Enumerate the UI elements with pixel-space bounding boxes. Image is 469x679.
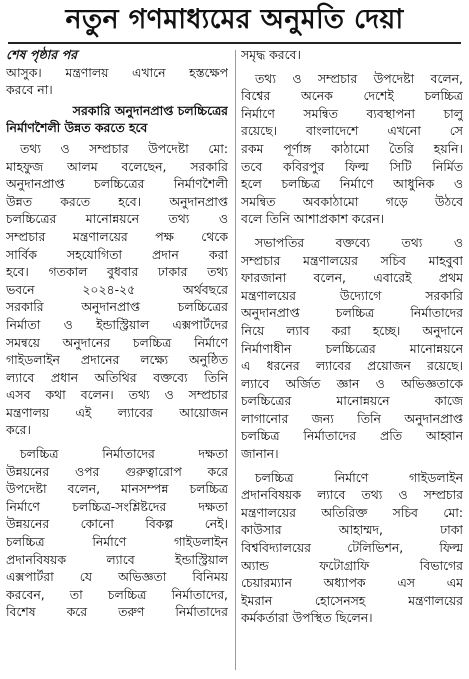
article-line: এক্সপার্টরা যে অভিজ্ঞতা বিনিময়	[6, 569, 228, 585]
article-line: উন্নত করতে হবে। অনুদানপ্রাপ্ত	[6, 193, 228, 209]
article-line: উপদেষ্টা বলেন, মানসম্পন্ন চলচ্চিত্র	[6, 481, 228, 497]
article-column-left	[6, 46, 228, 621]
headline: নতুন গণমাধ্যমের অনুমতি দেয়া	[65, 4, 404, 35]
article-line: চলচ্চিত্রের মানোন্নয়নে তথ্য ও	[6, 211, 228, 227]
article-line: কর্মকর্তারা উপস্থিত ছিলেন।	[241, 610, 373, 626]
article-line: বিশেষ করে তরুণ নির্মাতাদের	[6, 604, 228, 620]
article-line: রয়েছে। বাংলাদেশে এখনো সে	[241, 123, 463, 139]
article-line: ল্যাবে অর্জিত জ্ঞান ও অভিজ্ঞতাকে	[241, 375, 463, 391]
article-line: বিশ্ববিদ্যালয়ের টেলিভিশন, ফিল্ম	[241, 540, 463, 556]
article-line: ইমরান হোসেনসহ মন্ত্রণালয়ের	[241, 592, 463, 608]
article-line: হবে। গতকাল বুধবার ঢাকার তথ্য	[6, 264, 228, 280]
article-line: চলচ্চিত্র নির্মাতাদের প্রতি আহ্বান	[241, 428, 463, 444]
article-line: হলে চলচ্চিত্র নির্মাণে আধুনিক ও	[241, 176, 463, 192]
headline-rule	[8, 42, 461, 44]
article-line: অ্যান্ড ফটোগ্রাফি বিভাগের	[241, 557, 463, 573]
article-line: রকম পূর্ণাঙ্গ কাঠামো তৈরি হয়নি।	[241, 140, 463, 156]
article-line: প্রদানবিষয়ক ল্যাবে ইন্ডাস্ট্রিয়াল	[6, 551, 228, 567]
article-line: এসব কথা বলেন। তথ্য ও সম্প্রচার	[6, 387, 228, 403]
article-line: চলচ্চিত্র নির্মাতাদের দক্ষতা	[20, 446, 228, 462]
article-line: সমন্বিত অবকাঠামো গড়ে উঠবে	[241, 193, 463, 209]
article-line: নির্মাতা ও ইন্ডাস্ট্রিয়াল এক্সপার্টদের	[6, 316, 228, 332]
article-line: চলচ্চিত্র নির্মাণে গাইডলাইন	[6, 534, 228, 550]
article-line: সম্প্রচার মন্ত্রণালয়ের পক্ষ থেকে	[6, 228, 228, 244]
article-line: সার্বিক সহযোগিতা প্রদান করা	[6, 246, 228, 262]
column-divider	[235, 50, 236, 670]
article-line: সম্প্রচার মন্ত্রণালয়ের সচিব মাহবুবা	[241, 252, 463, 268]
article-line: বিশ্বের অনেক দেশেই চলচ্চিত্র	[241, 88, 463, 104]
article-line: চেয়ারম্যান অধ্যাপক এস এম	[241, 575, 463, 591]
article-line: উন্নয়নের ওপর গুরুত্বারোপ করে	[6, 463, 228, 479]
article-line: চলচ্চিত্রের মানোন্নয়নে কাজে	[241, 393, 463, 409]
article-line: এ ধরনের ল্যাবের প্রয়োজন রয়েছে।	[241, 358, 463, 374]
article-line: সভাপতির বক্তব্যে তথ্য ও	[255, 234, 463, 250]
article-line: ভবনে ২০২৪-২৫ অর্থবছরে	[6, 281, 228, 297]
article-line: সমন্বয়ে অনুদানের চলচ্চিত্র নির্মাণে	[6, 334, 228, 350]
article-line: ফারজানা বলেন, এবারেই প্রথম	[241, 270, 463, 286]
article-line: করে।	[6, 422, 31, 438]
article-line: অনুদানপ্রাপ্ত চলচ্চিত্র নির্মাতাদের	[241, 305, 463, 321]
article-line: মাহফুজ আলম বলেছেন, সরকারি	[6, 158, 228, 174]
article-line: তথ্য ও সম্প্রচার উপদেষ্টা মো:	[20, 140, 228, 156]
article-line: চলচ্চিত্র নির্মাণে গাইডলাইন	[255, 469, 463, 485]
article-line: মন্ত্রণালয়ের অতিরিক্ত সচিব মো:	[241, 504, 463, 520]
subheading: নির্মাণশৈলী উন্নত করতে হবে	[6, 120, 148, 136]
article-line: নির্মাণে চলচ্চিত্র-সংশ্লিষ্টদের দক্ষতা	[6, 498, 228, 514]
article-line: সরকারি অনুদানপ্রাপ্ত চলচ্চিত্রের	[6, 299, 228, 315]
article-line: সমৃদ্ধ করবে।	[241, 47, 301, 62]
article-line: প্রদানবিষয়ক ল্যাবে তথ্য ও সম্প্রচার	[241, 487, 463, 503]
article-line: বলে তিনি আশাপ্রকাশ করেন।	[241, 211, 385, 227]
article-line: গাইডলাইন প্রদানের লক্ষ্যে অনুষ্ঠিত	[6, 352, 228, 368]
article-line: জানান।	[241, 446, 279, 462]
article-line: মন্ত্রণালয় এই ল্যাবের আয়োজন	[6, 404, 228, 420]
article-line: ল্যাবে প্রধান অতিথির বক্তব্যে তিনি	[6, 369, 228, 385]
subheading: সরকারি অনুদানপ্রাপ্ত চলচ্চিত্রের	[72, 102, 228, 118]
article-line: আসুক। মন্ত্রণালয় এখানে হস্তক্ষেপ	[6, 64, 228, 80]
article-line: কাউসার আহাম্মদ, ঢাকা	[241, 522, 463, 538]
article-line: উন্নয়নের কোনো বিকল্প নেই।	[6, 516, 228, 532]
continuation-kicker: শেষ পৃষ্ঠার পর	[6, 47, 78, 62]
article-line: নির্মাণে সমন্বিত ব্যবস্থাপনা চালু	[241, 105, 463, 121]
article-line: লাগানোর জন্য তিনি অনুদানপ্রাপ্ত	[241, 410, 463, 426]
article-line: করবে না।	[6, 82, 53, 98]
article-line: করবেন, তা চলচ্চিত্র নির্মাতাদের,	[6, 586, 228, 602]
article-line: তথ্য ও সম্প্রচার উপদেষ্টা বলেন,	[255, 70, 463, 86]
article-line: নিয়ে ল্যাব করা হচ্ছে। অনুদানে	[241, 322, 463, 338]
article-line: মন্ত্রণালয়ের উদ্যোগে সরকারি	[241, 287, 463, 303]
article-line: নির্মাণাধীন চলচ্চিত্রের মানোন্নয়নে	[241, 340, 463, 356]
article-line: অনুদানপ্রাপ্ত চলচ্চিত্রের নির্মাণশৈলী	[6, 176, 228, 192]
article-column-right	[241, 46, 463, 627]
article-line: তবে কবিরপুর ফিল্ম সিটি নির্মিত	[241, 158, 463, 174]
